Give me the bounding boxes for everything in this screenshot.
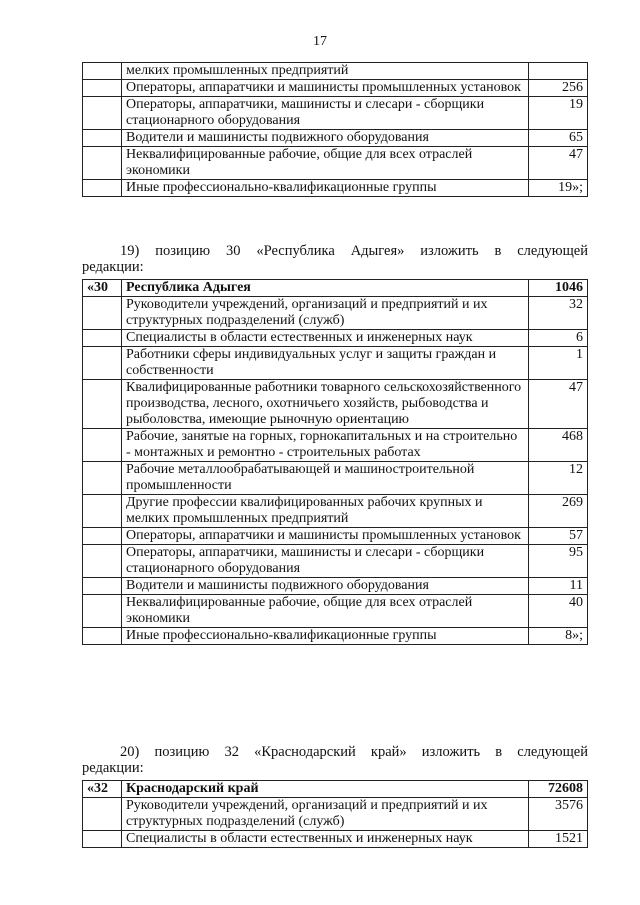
row-name-cell: Водители и машинисты подвижного оборудования bbox=[122, 130, 529, 147]
row-number-cell bbox=[83, 495, 122, 528]
table-row bbox=[83, 528, 588, 545]
row-name-cell: Водители и машинисты подвижного оборудования bbox=[122, 578, 529, 595]
row-value-cell: 11 bbox=[529, 578, 588, 595]
row-value-cell: 47 bbox=[529, 147, 588, 180]
row-number-cell bbox=[83, 330, 122, 347]
row-name-cell: мелких промышленных предприятий bbox=[122, 63, 529, 80]
row-number-cell bbox=[83, 545, 122, 578]
row-number-cell bbox=[83, 462, 122, 495]
row-value-cell: 6 bbox=[529, 330, 588, 347]
row-number-cell bbox=[83, 180, 122, 197]
table-row bbox=[83, 831, 588, 848]
row-name-cell: Операторы, аппаратчики и машинисты промышленных установок bbox=[122, 528, 529, 545]
row-value-cell: 256 bbox=[529, 80, 588, 97]
table-row bbox=[83, 628, 588, 645]
row-number-cell bbox=[83, 380, 122, 429]
row-name-cell: Руководители учреждений, организаций и предприятий и их структурных подразделений (служб) bbox=[122, 798, 529, 831]
row-value-cell: 19»; bbox=[529, 180, 588, 197]
table-row bbox=[83, 330, 588, 347]
row-value-cell: 40 bbox=[529, 595, 588, 628]
row-number-cell bbox=[83, 147, 122, 180]
row-name-cell: Республика Адыгея bbox=[122, 280, 529, 297]
row-name-cell: Другие профессии квалифицированных рабочих крупных и мелких промышленных предприятий bbox=[122, 495, 529, 528]
row-value-cell: 8»; bbox=[529, 628, 588, 645]
row-number-cell bbox=[83, 97, 122, 130]
row-name-cell: Операторы, аппаратчики, машинисты и слесари - сборщики стационарного оборудования bbox=[122, 97, 529, 130]
table-row bbox=[83, 429, 588, 462]
row-value-cell: 1 bbox=[529, 347, 588, 380]
row-value-cell: 47 bbox=[529, 380, 588, 429]
row-value-cell: 32 bbox=[529, 297, 588, 330]
table-row bbox=[83, 781, 588, 798]
occupations-table-continued bbox=[82, 62, 588, 197]
table-row bbox=[83, 130, 588, 147]
krasnodar-table bbox=[82, 780, 588, 848]
table-row bbox=[83, 347, 588, 380]
row-name-cell: Неквалифицированные рабочие, общие для всех отраслей экономики bbox=[122, 595, 529, 628]
row-value-cell bbox=[529, 63, 588, 80]
table-row bbox=[83, 180, 588, 197]
row-name-cell: Иные профессионально-квалификационные группы bbox=[122, 180, 529, 197]
table-row bbox=[83, 578, 588, 595]
row-name-cell: Иные профессионально-квалификационные группы bbox=[122, 628, 529, 645]
row-name-cell: Операторы, аппаратчики, машинисты и слесари - сборщики стационарного оборудования bbox=[122, 545, 529, 578]
row-number-cell bbox=[83, 80, 122, 97]
table-row bbox=[83, 462, 588, 495]
row-value-cell: 72608 bbox=[529, 781, 588, 798]
row-name-cell: Специалисты в области естественных и инженерных наук bbox=[122, 330, 529, 347]
row-name-cell: Операторы, аппаратчики и машинисты промышленных установок bbox=[122, 80, 529, 97]
row-name-cell: Неквалифицированные рабочие, общие для всех отраслей экономики bbox=[122, 147, 529, 180]
table-row bbox=[83, 798, 588, 831]
table-row bbox=[83, 80, 588, 97]
table-row bbox=[83, 147, 588, 180]
row-number-cell bbox=[83, 831, 122, 848]
row-value-cell: 19 bbox=[529, 97, 588, 130]
row-number-cell bbox=[83, 798, 122, 831]
paragraph-item-19-line2: редакции: bbox=[82, 259, 144, 275]
row-name-cell: Работники сферы индивидуальных услуг и защиты граждан и собственности bbox=[122, 347, 529, 380]
row-number-cell bbox=[83, 347, 122, 380]
row-number-cell bbox=[83, 628, 122, 645]
paragraph-item-20-line2: редакции: bbox=[82, 760, 144, 776]
row-number-cell bbox=[83, 578, 122, 595]
row-name-cell: Краснодарский край bbox=[122, 781, 529, 798]
row-name-cell: Рабочие, занятые на горных, горнокапитальных и на строительно - монтажных и ремонтно - строительных работах bbox=[122, 429, 529, 462]
row-value-cell: 1046 bbox=[529, 280, 588, 297]
paragraph-item-19-line1: 19) позицию 30 «Республика Адыгея» изложить в следующей bbox=[120, 243, 588, 259]
row-value-cell: 1521 bbox=[529, 831, 588, 848]
table-row bbox=[83, 297, 588, 330]
table-row bbox=[83, 63, 588, 80]
row-value-cell: 269 bbox=[529, 495, 588, 528]
paragraph-item-19 bbox=[82, 243, 588, 275]
row-name-cell: Специалисты в области естественных и инженерных наук bbox=[122, 831, 529, 848]
row-value-cell: 468 bbox=[529, 429, 588, 462]
table-row bbox=[83, 280, 588, 297]
row-number-cell bbox=[83, 429, 122, 462]
paragraph-item-20 bbox=[82, 744, 588, 776]
page-number: 17 bbox=[313, 34, 327, 49]
row-value-cell: 12 bbox=[529, 462, 588, 495]
table-row bbox=[83, 545, 588, 578]
row-name-cell: Рабочие металлообрабатывающей и машиностроительной промышленности bbox=[122, 462, 529, 495]
row-value-cell: 3576 bbox=[529, 798, 588, 831]
paragraph-item-20-line1: 20) позицию 32 «Краснодарский край» изложить в следующей bbox=[120, 744, 588, 760]
row-value-cell: 65 bbox=[529, 130, 588, 147]
row-number-cell: «30 bbox=[83, 280, 122, 297]
row-number-cell bbox=[83, 528, 122, 545]
row-name-cell: Руководители учреждений, организаций и предприятий и их структурных подразделений (служб) bbox=[122, 297, 529, 330]
row-name-cell: Квалифицированные работники товарного сельскохозяйственного производства, лесного, охотничьего хозяйств, рыбоводства и рыболовства, имеющие рыночную ориентацию bbox=[122, 380, 529, 429]
table-row bbox=[83, 97, 588, 130]
row-value-cell: 57 bbox=[529, 528, 588, 545]
row-number-cell bbox=[83, 130, 122, 147]
adygea-table bbox=[82, 279, 588, 645]
table-row bbox=[83, 495, 588, 528]
row-value-cell: 95 bbox=[529, 545, 588, 578]
table-row bbox=[83, 380, 588, 429]
row-number-cell: «32 bbox=[83, 781, 122, 798]
row-number-cell bbox=[83, 595, 122, 628]
row-number-cell bbox=[83, 297, 122, 330]
table-row bbox=[83, 595, 588, 628]
row-number-cell bbox=[83, 63, 122, 80]
